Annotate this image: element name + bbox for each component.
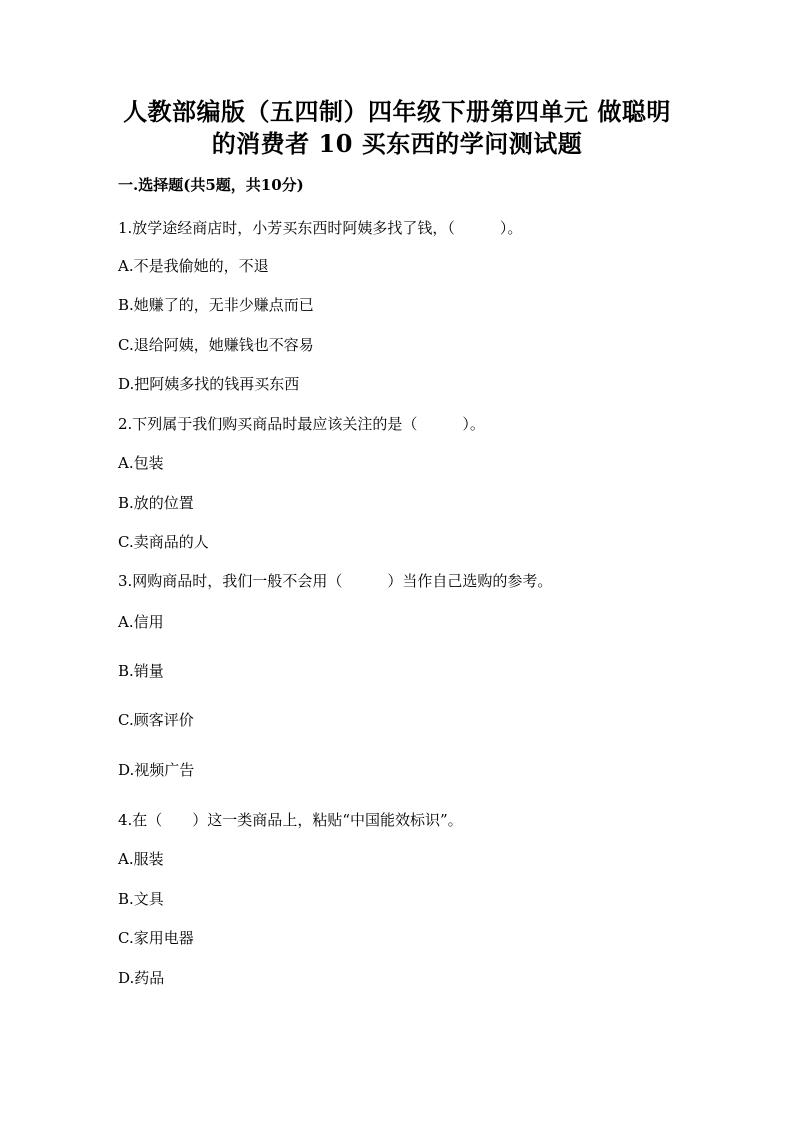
- question-4-option-b: B.文具: [118, 890, 164, 908]
- document-title-line-1: 人教部编版（五四制）四年级下册第四单元 做聪明: [123, 97, 671, 126]
- question-3-stem: 3.网购商品时，我们一般不会用（ ）当作自己选购的参考。: [118, 572, 553, 590]
- question-1-stem: 1.放学途经商店时，小芳买东西时阿姨多找了钱，（ ）。: [118, 219, 523, 237]
- question-4-option-c: C.家用电器: [118, 929, 194, 947]
- section-heading: 一.选择题(共5题，共10分): [118, 176, 304, 194]
- question-1-option-c: C.退给阿姨，她赚钱也不容易: [118, 336, 314, 354]
- question-2-option-b: B.放的位置: [118, 494, 194, 512]
- question-3-option-d: D.视频广告: [118, 761, 195, 779]
- question-3-option-b: B.销量: [118, 662, 164, 680]
- question-1-option-b: B.她赚了的，无非少赚点而已: [118, 296, 314, 314]
- document-title-line-2: 的消费者 10 买东西的学问测试题: [211, 129, 583, 158]
- question-1-option-a: A.不是我偷她的，不退: [118, 257, 269, 275]
- question-4-option-a: A.服装: [118, 850, 164, 868]
- question-4-stem: 4.在（ ）这一类商品上，粘贴“中国能效标识”。: [118, 811, 463, 829]
- question-4-option-d: D.药品: [118, 969, 165, 987]
- question-2-option-a: A.包装: [118, 454, 164, 472]
- question-2-option-c: C.卖商品的人: [118, 533, 209, 551]
- question-1-option-d: D.把阿姨多找的钱再买东西: [118, 375, 300, 393]
- question-2-stem: 2.下列属于我们购买商品时最应该关注的是（ ）。: [118, 415, 485, 433]
- question-3-option-a: A.信用: [118, 613, 164, 631]
- question-3-option-c: C.顾客评价: [118, 711, 194, 729]
